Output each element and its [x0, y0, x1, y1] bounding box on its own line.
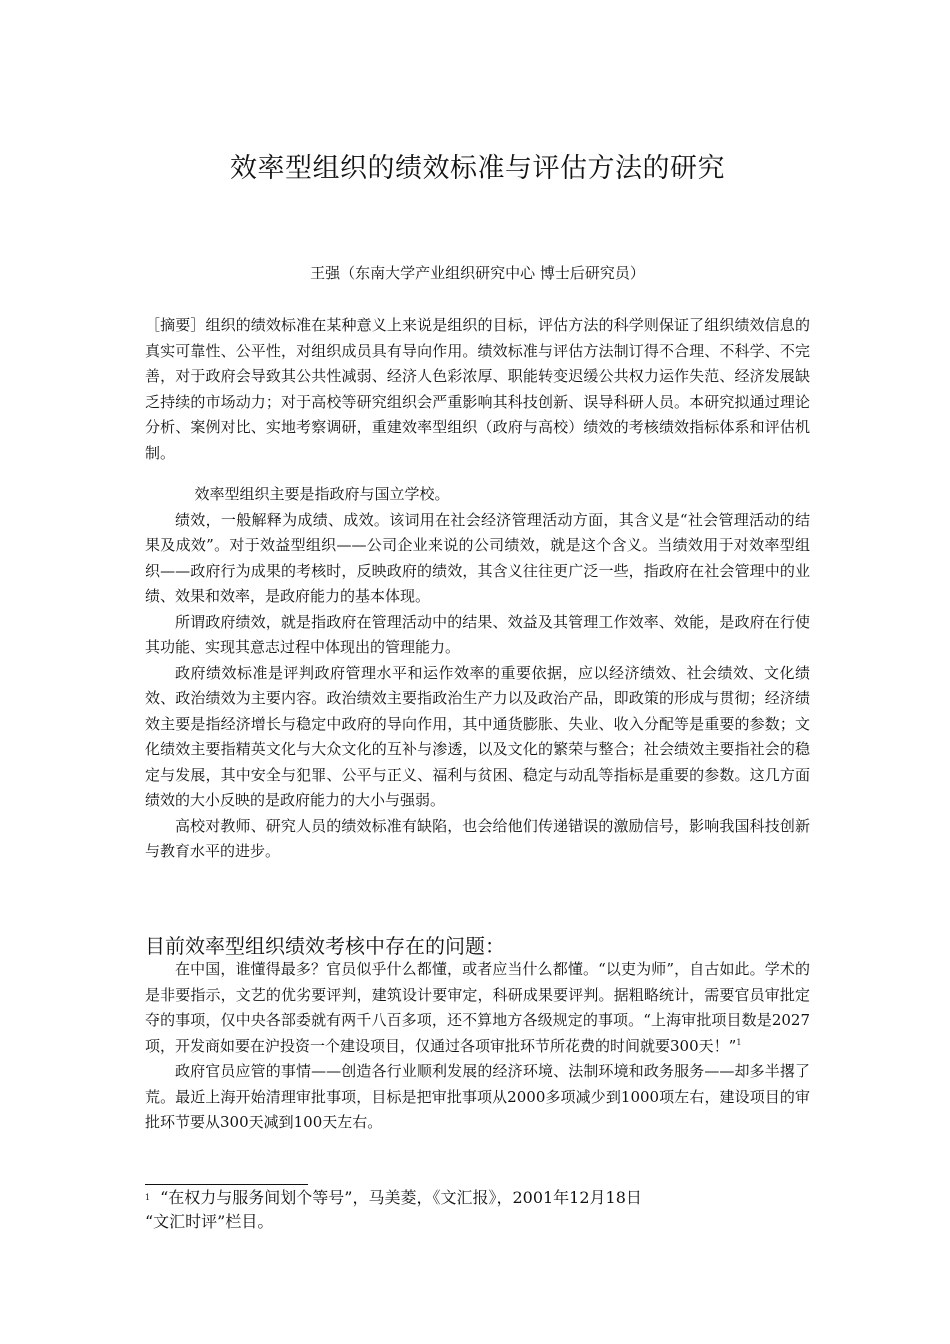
section-heading: 目前效率型组织绩效考核中存在的问题： [145, 934, 505, 958]
body-paragraph: 政府官员应管的事情——创造各行业顺利发展的经济环境、法制环境和政务服务——却多半撂了荒。最近上海开始清理审批事项，目标是把审批事项从2000多项减少到1000项左右，建设项目的审批环节要从300天减到100天左右。 [145, 1062, 810, 1131]
footnote-separator [145, 1184, 308, 1185]
footnote [145, 1186, 810, 1234]
document-title: 效率型组织的绩效标准与评估方法的研究 [230, 153, 725, 184]
body-paragraph: 效率型组织主要是指政府与国立学校。 [194, 485, 450, 503]
paragraph-text: 在中国，谁懂得最多？官员似乎什么都懂，或者应当什么都懂。“以吏为师”，自古如此。学术的是非要指示，文艺的优劣要评判，建筑设计要审定，科研成果要评判。据粗略统计，需要官员审批定夺的事项，仅中央各部委就有两千八百多项，还不算地方各级规定的事项。“上海审批项目数是2027项，开发商如要在沪投资一个建设项目，仅通过各项审批环节所花费的时间就要300天！” [145, 960, 810, 1055]
body-section-intro [145, 482, 810, 865]
footnote-mark: 1 [145, 1193, 151, 1202]
body-paragraph: 绩效，一般解释为成绩、成效。该词用在社会经济管理活动方面，其含义是“社会管理活动的结果及成效”。对于效益型组织——公司企业来说的公司绩效，就是这个含义。当绩效用于对效率型组织——政府行为成果的考核时，反映政府的绩效，其含义往往更广泛一些，指政府在社会管理中的业绩、效果和效率，是政府能力的基本体现。 [145, 510, 810, 605]
body-section-problems [145, 957, 810, 1136]
footnote-line-2: “文汇时评”栏目。 [145, 1212, 274, 1231]
body-paragraph: 高校对教师、研究人员的绩效标准有缺陷，也会给他们传递错误的激励信号，影响我国科技创新与教育水平的进步。 [145, 816, 810, 860]
footnote-line-1: “在权力与服务间划个等号”，马美菱，《文汇报》，2001年12月18日 [160, 1188, 642, 1207]
body-paragraph: 所谓政府绩效，就是指政府在管理活动中的结果、效益及其管理工作效率、效能，是政府在行使其功能、实现其意志过程中体现出的管理能力。 [145, 612, 810, 656]
body-paragraph: 政府绩效标准是评判政府管理水平和运作效率的重要依据，应以经济绩效、社会绩效、文化绩效、政治绩效为主要内容。政治绩效主要指政治生产力以及政治产品，即政策的形成与贯彻；经济绩效主要是指经济增长与稳定中政府的导向作用，其中通货膨胀、失业、收入分配等是重要的参数；文化绩效主要指精英文化与大众文化的互补与渗透，以及文化的繁荣与整合；社会绩效主要指社会的稳定与发展，其中安全与犯罪、公平与正义、福利与贫困、稳定与动乱等指标是重要的参数。这几方面绩效的大小反映的是政府能力的大小与强弱。 [145, 663, 810, 809]
body-paragraph [145, 957, 810, 1059]
author-line: 王强（东南大学产业组织研究中心 博士后研究员） [310, 264, 645, 282]
footnote-reference[interactable]: 1 [736, 1037, 742, 1047]
abstract-paragraph: ［摘要］组织的绩效标准在某种意义上来说是组织的目标，评估方法的科学则保证了组织绩效信息的真实可靠性、公平性，对组织成员具有导向作用。绩效标准与评估方法制订得不合理、不科学、不完善，对于政府会导致其公共性减弱、经济人色彩浓厚、职能转变迟缓公共权力运作失范、经济发展缺乏持续的市场动力；对于高校等研究组织会严重影响其科技创新、误导科研人员。本研究拟通过理论分析、案例对比、实地考察调研，重建效率型组织（政府与高校）绩效的考核绩效指标体系和评估机制。 [145, 316, 810, 462]
